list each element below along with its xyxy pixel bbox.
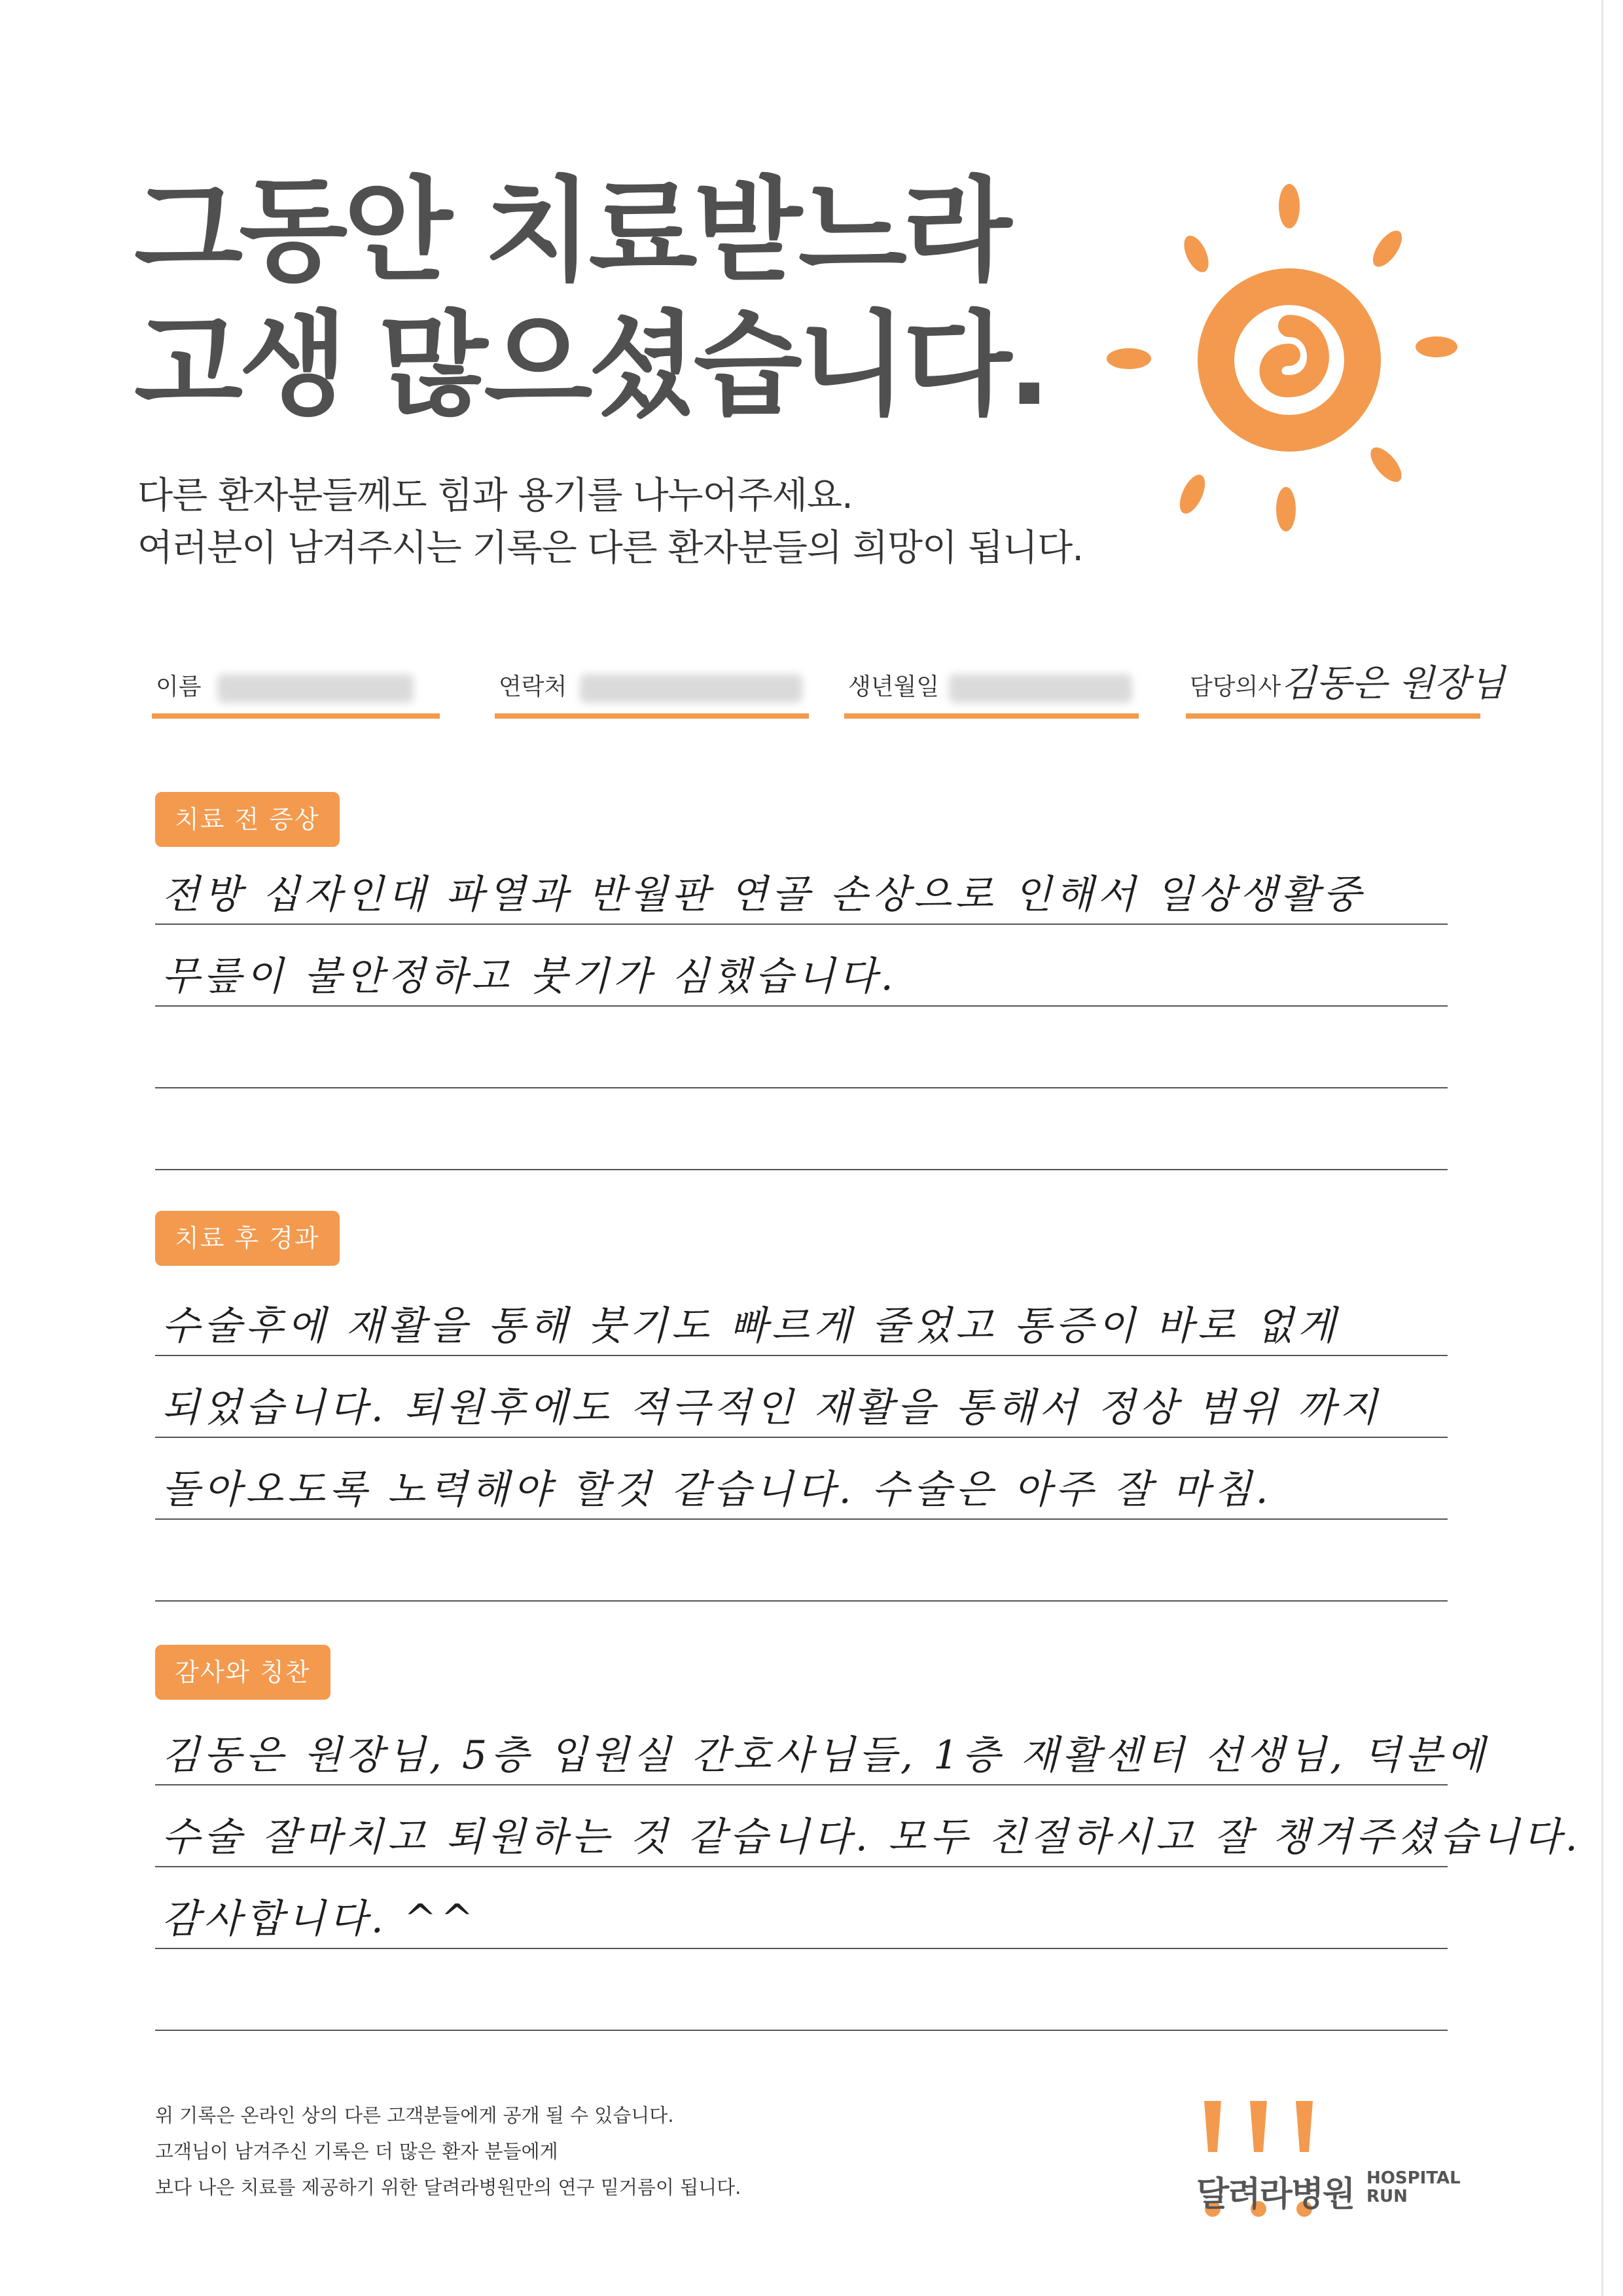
ruled-line	[155, 1274, 1448, 1356]
contact-redacted	[580, 674, 802, 703]
contact-field	[495, 658, 809, 719]
ruled-line	[155, 1949, 1448, 2031]
subtitle	[137, 470, 1083, 575]
subtitle-line-2: 여러분이 남겨주시는 기록은 다른 환자분들의 희망이 됩니다.	[137, 527, 1084, 569]
handwritten-text: 김동은 원장님, 5층 입원실 간호사님들, 1층 재활센터 선생님, 덕분에	[162, 1732, 1489, 1778]
doctor-field	[1186, 658, 1505, 719]
ruled-line	[155, 1088, 1448, 1170]
logo-name-en	[1366, 2169, 1461, 2206]
ruled-line	[155, 1007, 1448, 1088]
footer-line-3: 보다 나은 치료를 제공하기 위한 달려라병원만의 연구 밑거름이 됩니다.	[155, 2176, 741, 2198]
section-lines-before-treatment	[155, 843, 1448, 1170]
birthdate-redacted	[949, 674, 1132, 703]
logo-name-en-line-1: HOSPITAL	[1366, 2168, 1461, 2188]
sun-illustration-icon	[1093, 177, 1472, 543]
title-line-2: 고생 많으셨습니다.	[134, 299, 1047, 431]
ruled-line	[155, 843, 1448, 925]
name-redacted	[217, 674, 414, 703]
logo-name-ko: 달려라병원	[1196, 2175, 1355, 2214]
hospital-logo	[1191, 2101, 1466, 2225]
page-edge	[1601, 0, 1603, 2296]
handwritten-text: 전방 십자인대 파열과 반월판 연골 손상으로 인해서 일상생활중	[162, 872, 1365, 918]
contact-label: 연락처	[499, 673, 567, 700]
logo-name-en-line-2: RUN	[1366, 2187, 1408, 2206]
section-label-after-treatment: 치료 후 경과	[155, 1211, 340, 1266]
ruled-line	[155, 1520, 1448, 1602]
ruled-line	[155, 1438, 1448, 1520]
page-title	[134, 164, 1046, 432]
section-lines-after-treatment	[155, 1274, 1448, 1602]
handwritten-text: 수술후에 재활을 통해 붓기도 빠르게 줄었고 통증이 바로 없게	[162, 1303, 1340, 1349]
ruled-line	[155, 1867, 1448, 1949]
ruled-line	[155, 925, 1448, 1007]
section-label-thanks: 감사와 칭찬	[155, 1645, 330, 1700]
handwritten-text: 되었습니다. 퇴원후에도 적극적인 재활을 통해서 정상 범위 까지	[162, 1385, 1382, 1431]
subtitle-line-1: 다른 환자분들께도 힘과 용기를 나누어주세요.	[137, 475, 853, 517]
birthdate-label: 생년월일	[848, 673, 940, 700]
doctor-value: 김동은 원장님	[1281, 662, 1505, 705]
section-lines-thanks	[155, 1704, 1582, 2031]
footer-line-1: 위 기록은 온라인 상의 다른 고객분들에게 공개 될 수 있습니다.	[155, 2104, 674, 2126]
ruled-line	[155, 1785, 1582, 1867]
footer-notice	[155, 2098, 741, 2206]
name-label: 이름	[156, 673, 202, 700]
ruled-line	[155, 1704, 1489, 1785]
handwritten-text: 무릎이 불안정하고 붓기가 심했습니다.	[162, 954, 897, 999]
name-field	[152, 658, 440, 719]
ruled-line	[155, 1356, 1448, 1438]
handwritten-text: 돌아오도록 노력해야 할것 같습니다. 수술은 아주 잘 마침.	[162, 1467, 1272, 1513]
handwritten-text: 감사합니다. ^^	[162, 1896, 478, 1942]
footer-line-2: 고객님이 남겨주신 기록은 더 많은 환자 분들에게	[155, 2140, 558, 2162]
handwritten-text: 수술 잘마치고 퇴원하는 것 같습니다. 모두 친절하시고 잘 챙겨주셨습니다.	[162, 1814, 1582, 1860]
section-label-before-treatment: 치료 전 증상	[155, 792, 340, 847]
title-line-1: 그동안 치료받느라	[134, 165, 1008, 296]
birthdate-field	[844, 658, 1139, 719]
doctor-label: 담당의사	[1190, 673, 1281, 700]
